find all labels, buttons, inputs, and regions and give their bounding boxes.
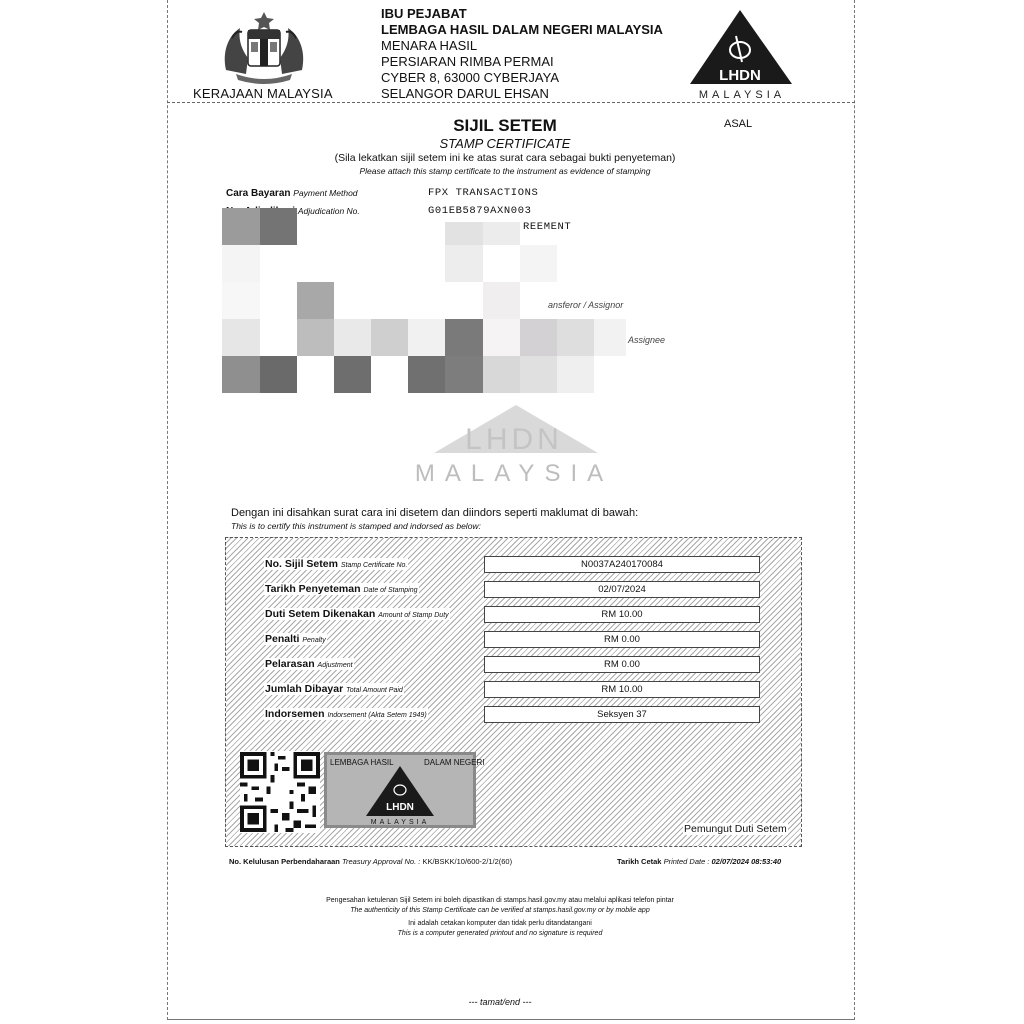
seal-word: LHDN: [386, 802, 414, 813]
date-of-stamping-field: 02/07/2024: [484, 581, 760, 598]
certificate-subtitle: STAMP CERTIFICATE: [439, 136, 571, 151]
address-line: PERSIARAN RIMBA PERMAI: [381, 54, 554, 69]
logo-word: LHDN: [719, 67, 761, 84]
collector-signature-line: Pemungut Duti Setem: [684, 823, 787, 835]
statement-en: This is to certify this instrument is stamped and indorsed as below:: [231, 521, 481, 531]
label-en: Adjustment: [317, 662, 353, 669]
label-en: Stamp Certificate No.: [340, 562, 408, 569]
lhdn-logo-icon: [684, 6, 804, 102]
total-paid-field: RM 10.00: [484, 681, 760, 698]
printed-value: 02/07/2024 08:53:40: [711, 857, 782, 866]
approval-label-en: Treasury Approval No. :: [341, 857, 421, 866]
watermark-caption: MALAYSIA: [414, 460, 614, 487]
stamp-row-label: [264, 583, 419, 595]
seal-caption: MALAYSIA: [370, 819, 430, 826]
stamp-row-label: [264, 708, 428, 720]
transferor-partial: ansferor / Assignor: [548, 300, 624, 310]
lhdn-seal-icon: [324, 752, 485, 828]
header-divider: [167, 102, 855, 103]
watermark-word: LHDN: [465, 423, 563, 456]
label-ms: Pelarasan: [265, 658, 315, 670]
label-ms: Indorsemen: [265, 708, 325, 720]
adjustment-field: RM 0.00: [484, 656, 760, 673]
agency-address: [381, 6, 663, 102]
address-line: MENARA HASIL: [381, 38, 478, 53]
stamp-row-label: [264, 608, 450, 620]
end-marker: --- tamat/end ---: [468, 997, 532, 1007]
coat-of-arms-icon: [218, 8, 310, 88]
seal-text-left: LEMBAGA HASIL: [330, 758, 394, 767]
printed-date: [617, 857, 781, 866]
payment-method-value: FPX TRANSACTIONS: [428, 187, 539, 199]
address-line: SELANGOR DARUL EHSAN: [381, 86, 549, 101]
label-ms: Cara Bayaran: [226, 188, 291, 199]
government-caption: KERAJAAN MALAYSIA: [193, 86, 333, 101]
computer-note-en: This is a computer generated printout and no signature is required: [397, 930, 603, 937]
label-ms: Jumlah Dibayar: [265, 683, 344, 695]
indorsement-field: Seksyen 37: [484, 706, 760, 723]
assignee-partial: Assignee: [628, 335, 666, 345]
address-line: CYBER 8, 63000 CYBERJAYA: [381, 70, 559, 85]
stamp-row-label: [264, 558, 408, 570]
label-en: Date of Stamping: [363, 587, 418, 594]
label-ms: No. Sijil Setem: [265, 558, 338, 570]
verify-note-en: The authenticity of this Stamp Certificate can be verified at stamps.hasil.gov.my or by mobile app: [350, 907, 650, 914]
adjudication-value: G01EB5879AXN003: [428, 205, 532, 217]
address-line: LEMBAGA HASIL DALAM NEGERI MALAYSIA: [381, 22, 663, 37]
instruction-en: Please attach this stamp certificate to the instrument as evidence of stamping: [359, 166, 651, 176]
label-en: Penalty: [302, 637, 326, 644]
stamp-row-label: [264, 633, 327, 645]
certificate-title: SIJIL SETEM: [453, 116, 557, 135]
instruction-ms: (Sila lekatkan sijil setem ini ke atas surat cara sebagai bukti penyeteman): [334, 152, 676, 164]
verification-qr-icon[interactable]: [240, 751, 320, 833]
approval-value: KK/BSKK/10/600-2/1/2(60): [422, 857, 513, 866]
label-en: Adjudication No.: [297, 206, 360, 216]
watermark-logo-icon: [398, 413, 634, 491]
verify-note-ms: Pengesahan ketulenan Sijil Setem ini boleh dipastikan di stamps.hasil.gov.my atau melalui aplikasi telefon pintar: [326, 897, 674, 904]
stamp-row-label: [264, 683, 404, 695]
stamp-row-label: [264, 658, 354, 670]
statement-ms: Dengan ini disahkan surat cara ini disetem dan diindors seperti maklumat di bawah:: [231, 507, 639, 519]
copy-label: ASAL: [724, 118, 753, 130]
seal-text-right: DALAM NEGERI: [424, 758, 485, 767]
label-ms: Tarikh Penyeteman: [265, 583, 361, 595]
approval-label: No. Kelulusan Perbendaharaan: [229, 857, 340, 866]
stamp-duty-field: RM 10.00: [484, 606, 760, 623]
penalty-field: RM 0.00: [484, 631, 760, 648]
printed-label-en: Printed Date :: [663, 857, 710, 866]
printed-label: Tarikh Cetak: [617, 857, 662, 866]
treasury-approval: [229, 857, 512, 866]
stamp-certificate-no-field: N0037A240170084: [484, 556, 760, 573]
label-ms: Penalti: [265, 633, 300, 645]
logo-caption: MALAYSIA: [698, 89, 786, 101]
label-en: Total Amount Paid: [346, 687, 403, 694]
label-en: Indorsement (Akta Setem 1949): [327, 712, 427, 719]
address-line: IBU PEJABAT: [381, 6, 467, 21]
label-ms: Duti Setem Dikenakan: [265, 608, 376, 620]
label-en: Payment Method: [293, 188, 358, 198]
label-en: Amount of Stamp Duty: [378, 612, 449, 619]
computer-note-ms: Ini adalah cetakan komputer dan tidak perlu ditandatangani: [408, 920, 592, 927]
instrument-partial: REEMENT: [523, 221, 572, 233]
payment-method-label: [226, 188, 358, 199]
